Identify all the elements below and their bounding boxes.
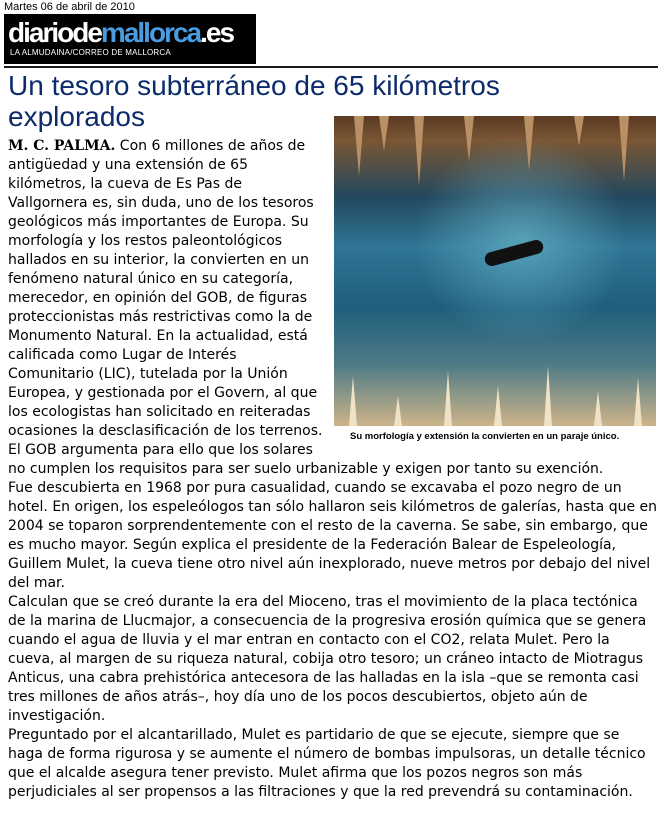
photo-caption: Su morfología y extensión la convierten en un paraje único. — [350, 431, 620, 442]
article-paragraph: Calculan que se creó durante la era del Mioceno, tras el movimiento de la placa tectónica de la marina de Llucmajor, a consecuencia de la progresiva erosión química que se genera cuando el agua de lluvia y el mar entran en contacto con el CO2, relata Mulet. Pero la cueva, al margen de su riqueza natural, cobija otro tesoro; un cráneo intacto de Miotragus Anticus, una cabra prehistórica antecesora de las halladas en la isla –que se remonta casi tres millones de años atrás–, hoy día uno de los pocos descubiertos, objeto aún de investigación. — [8, 594, 647, 724]
byline: M. C. PALMA. — [8, 138, 116, 154]
article-paragraph: Preguntado por el alcantarillado, Mulet es partidario de que se ejecute, siempre que se haga de forma rigurosa y se aumente el número de bombas impulsoras, un detalle técnico que el alcalde asegura tener previsto. Mulet afirma que los pozos negros son más perjudiciales al ser propensos a las filtraciones y que la red prevendrá su contaminación. — [8, 727, 646, 800]
logo-wordmark — [8, 17, 233, 49]
photo-float-spacer — [326, 137, 658, 455]
masthead — [4, 14, 658, 68]
publication-date: Martes 06 de abril de 2010 — [4, 1, 135, 13]
article-paragraph: Fue descubierta en 1968 por pura casualidad, cuando se excavaba el pozo negro de un hotel. En origen, los espeleólogos tan sólo hallaron seis kilómetros de galerías, hasta que en 2004 se toparon sorprendentemente con el resto de la caverna. Se sabe, sin embargo, que es mucho mayor. Según explica el presidente de la Federación Balear de Espeleología, Guillem Mulet, la cueva tiene otro nivel aún inexplorado, nueve metros por debajo del nivel del mar. — [8, 480, 658, 591]
logo-part-3: .es — [200, 17, 234, 48]
logo-part-1: diariode — [8, 17, 101, 48]
article-headline: Un tesoro subterráneo de 65 kilómetros explorados — [8, 70, 500, 132]
logo-tagline: LA ALMUDAINA/CORREO DE MALLORCA — [10, 48, 171, 57]
site-logo[interactable] — [4, 14, 256, 64]
paragraph-text: Con 6 millones de años de antigüedad y una extensión de 65 kilómetros, la cueva de Es Pas de Vallgornera es, sin duda, uno de los tesoros geológicos más importantes de Europa. Su morfología y los restos paleontológicos hallados en su interior, la convierten en un fenómeno natural único en su categoría, merecedor, en opinión del GOB, de figuras proteccionistas más restrictivas como la de Monumento Natural. En la actualidad, está calificada como Lugar de Interés Comunitario (LIC), tutelada por la Unión Europea, y gestionada por el Govern, al que los ecologistas han solicitado en reiteradas ocasiones la desclasificación de los terrenos. El GOB argumenta para ello que los solares no cumplen los requisitos para ser suelo urbanizable y exigen por tanto su exención. — [8, 138, 604, 477]
article-body — [8, 137, 658, 802]
logo-part-2: mallorca — [100, 17, 201, 48]
